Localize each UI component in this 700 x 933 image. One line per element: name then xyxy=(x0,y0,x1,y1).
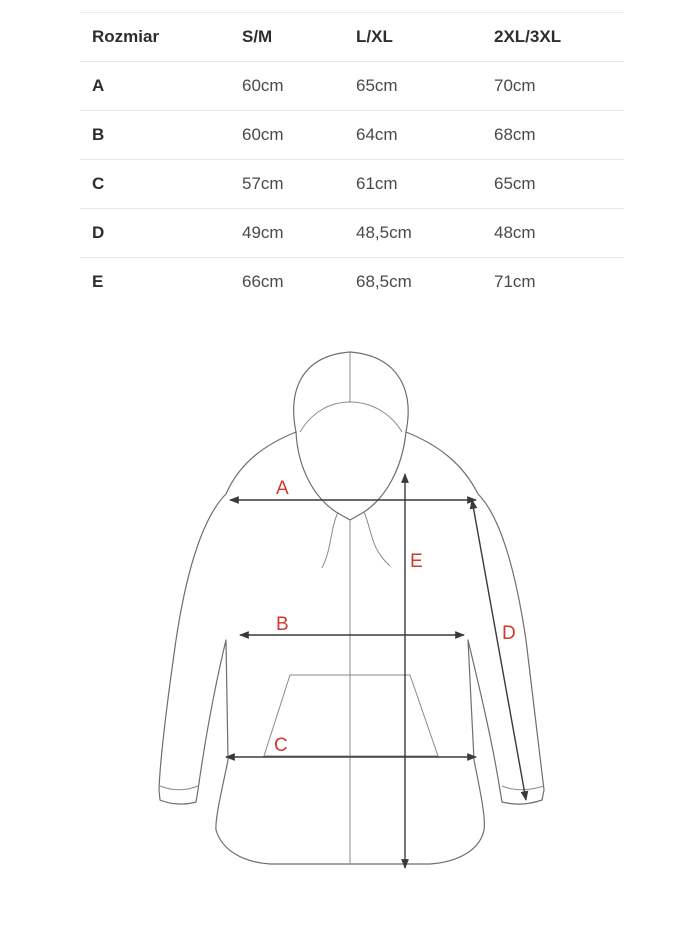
row-label: C xyxy=(80,160,242,209)
table-cell: 66cm xyxy=(242,272,284,291)
table-cell: 65cm xyxy=(356,62,494,111)
row-label: D xyxy=(80,209,242,258)
table-cell: 68cm xyxy=(494,111,624,160)
size-table xyxy=(80,12,624,306)
row-label: B xyxy=(80,111,242,160)
hoodie-outline xyxy=(159,352,544,864)
table-cell: 60cm xyxy=(242,62,356,111)
hoodie-measurement-diagram xyxy=(0,330,700,930)
table-row xyxy=(80,209,624,258)
table-cell: 70cm xyxy=(494,62,624,111)
table-cell: 49cm xyxy=(242,209,356,258)
header-l-xl: L/XL xyxy=(356,13,494,62)
table-cell: 61cm xyxy=(356,160,494,209)
label-a: A xyxy=(276,478,289,499)
table-row xyxy=(80,160,624,209)
table-cell: 57cm xyxy=(242,160,356,209)
table-cell: 48cm xyxy=(494,209,624,258)
header-size: Rozmiar xyxy=(80,13,242,62)
row-label: A xyxy=(80,62,242,111)
measurement-labels xyxy=(274,478,516,756)
header-s-m: S/M xyxy=(242,13,356,62)
table-cell: 65cm xyxy=(494,160,624,209)
header-2xl-3xl: 2XL/3XL xyxy=(494,13,624,62)
measure-line-d xyxy=(472,500,526,800)
measurement-lines xyxy=(226,474,526,868)
table-cell: 60cm xyxy=(242,111,356,160)
table-cell: 68,5cm xyxy=(356,272,412,291)
table-row xyxy=(80,62,624,111)
table-row xyxy=(80,258,624,307)
label-b: B xyxy=(276,614,289,635)
table-cell: 71cm xyxy=(494,272,536,291)
table-cell: 64cm xyxy=(356,111,494,160)
label-d: D xyxy=(502,623,516,644)
label-e: E xyxy=(410,551,423,572)
table-row xyxy=(80,111,624,160)
table-header-row xyxy=(80,13,624,62)
label-c: C xyxy=(274,735,288,756)
table-cell: 48,5cm xyxy=(356,209,494,258)
row-label: E xyxy=(92,272,104,291)
